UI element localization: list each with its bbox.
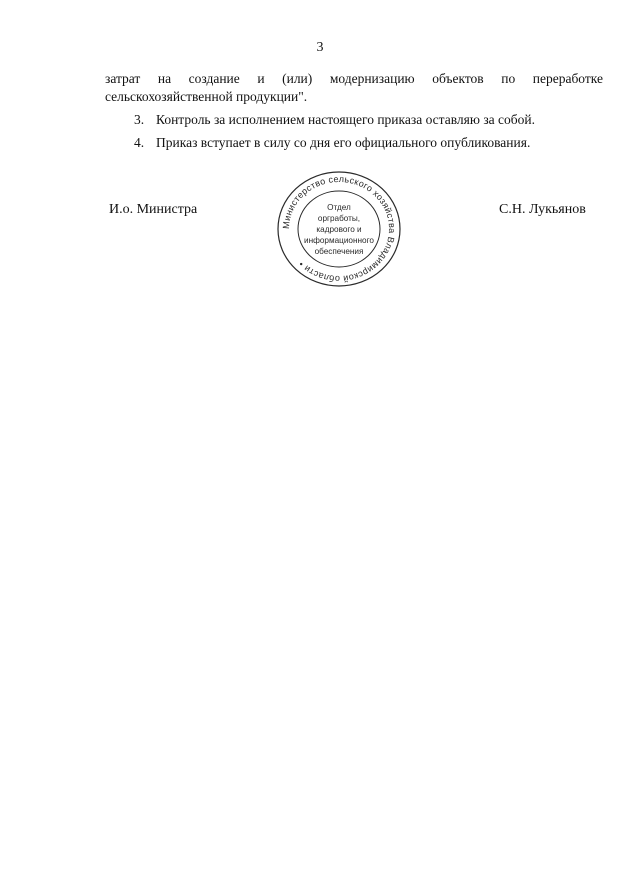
seal-center-line: Отдел xyxy=(327,203,351,212)
paragraph-line: сельскохозяйственной продукции". xyxy=(105,89,308,104)
seal-ring-text: Министерство сельского хозяйства Владимирской области • xyxy=(280,173,398,285)
list-item-number: 3. xyxy=(134,112,145,127)
seal-graphic xyxy=(274,170,404,288)
list-item-text: Контроль за исполнением настоящего приказа оставляю за собой. xyxy=(156,112,535,127)
paragraph-continuation xyxy=(105,70,603,106)
seal-center-line: оргработы, xyxy=(317,214,361,223)
list-item-number: 4. xyxy=(134,135,145,150)
signature-name: С.Н. Лукьянов xyxy=(499,202,586,217)
paragraph-line: затрат на создание и (или) модернизацию объектов по переработке xyxy=(105,71,603,86)
list-item xyxy=(134,134,530,152)
official-seal xyxy=(274,170,404,288)
page-number: 3 xyxy=(316,40,324,55)
list-item xyxy=(134,111,535,129)
seal-center-line: обеспечения xyxy=(314,247,364,256)
seal-center-line: кадрового и xyxy=(316,225,362,234)
signature-role: И.о. Министра xyxy=(109,202,198,217)
seal-center-line: информационного xyxy=(304,236,374,245)
list-item-text: Приказ вступает в силу со дня его официального опубликования. xyxy=(156,135,531,150)
